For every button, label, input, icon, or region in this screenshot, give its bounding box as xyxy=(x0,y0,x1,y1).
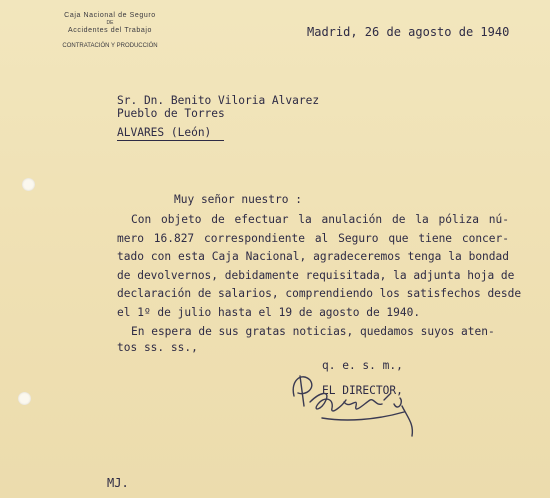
body-line: de devolvernos, debidamente requisitada, la adjunta hoja de xyxy=(117,268,515,282)
closing-line: En espera de sus gratas noticias, quedamos suyos aten- xyxy=(131,325,495,338)
salutation: Muy señor nuestro : xyxy=(174,193,302,206)
typist-initials: MJ. xyxy=(107,476,129,490)
signer-title: EL DIRECTOR, xyxy=(322,384,403,397)
recipient-address: Pueblo de Torres xyxy=(117,107,225,120)
letterhead-line3: Accidentes del Trabajo xyxy=(67,27,153,34)
letterhead-line2: DE xyxy=(106,20,114,26)
letter-body xyxy=(117,211,522,323)
body-line: el 1º de julio hasta el 19 de agosto de 1940. xyxy=(117,305,421,319)
punch-hole-top xyxy=(22,178,35,191)
body-line: Con objeto de efectuar la anulación de la póliza nú- xyxy=(131,213,509,226)
recipient-city-underline xyxy=(117,140,224,141)
letterhead-line1: Caja Nacional de Seguro xyxy=(64,12,156,19)
body-line: tado con esta Caja Nacional, agradeceremos tenga la bondad xyxy=(117,250,509,264)
letterhead-department: CONTRATACIÓN Y PRODUCCIÓN xyxy=(62,43,158,49)
recipient-name: Sr. Dn. Benito Viloria Alvarez xyxy=(117,94,320,107)
punch-hole-bottom xyxy=(18,392,31,405)
letterhead xyxy=(30,11,190,50)
recipient-city: ALVARES (León) xyxy=(117,126,212,139)
body-line: mero 16.827 correspondiente al Seguro que tiene concer- xyxy=(117,231,509,245)
handwritten-signature xyxy=(286,366,426,461)
closing-abbreviation: q. e. s. m., xyxy=(322,359,403,372)
body-line: declaración de salarios, comprendiendo los satisfechos desde xyxy=(117,287,522,301)
letter-date: Madrid, 26 de agosto de 1940 xyxy=(307,25,510,39)
closing-line: tos ss. ss., xyxy=(117,341,198,354)
